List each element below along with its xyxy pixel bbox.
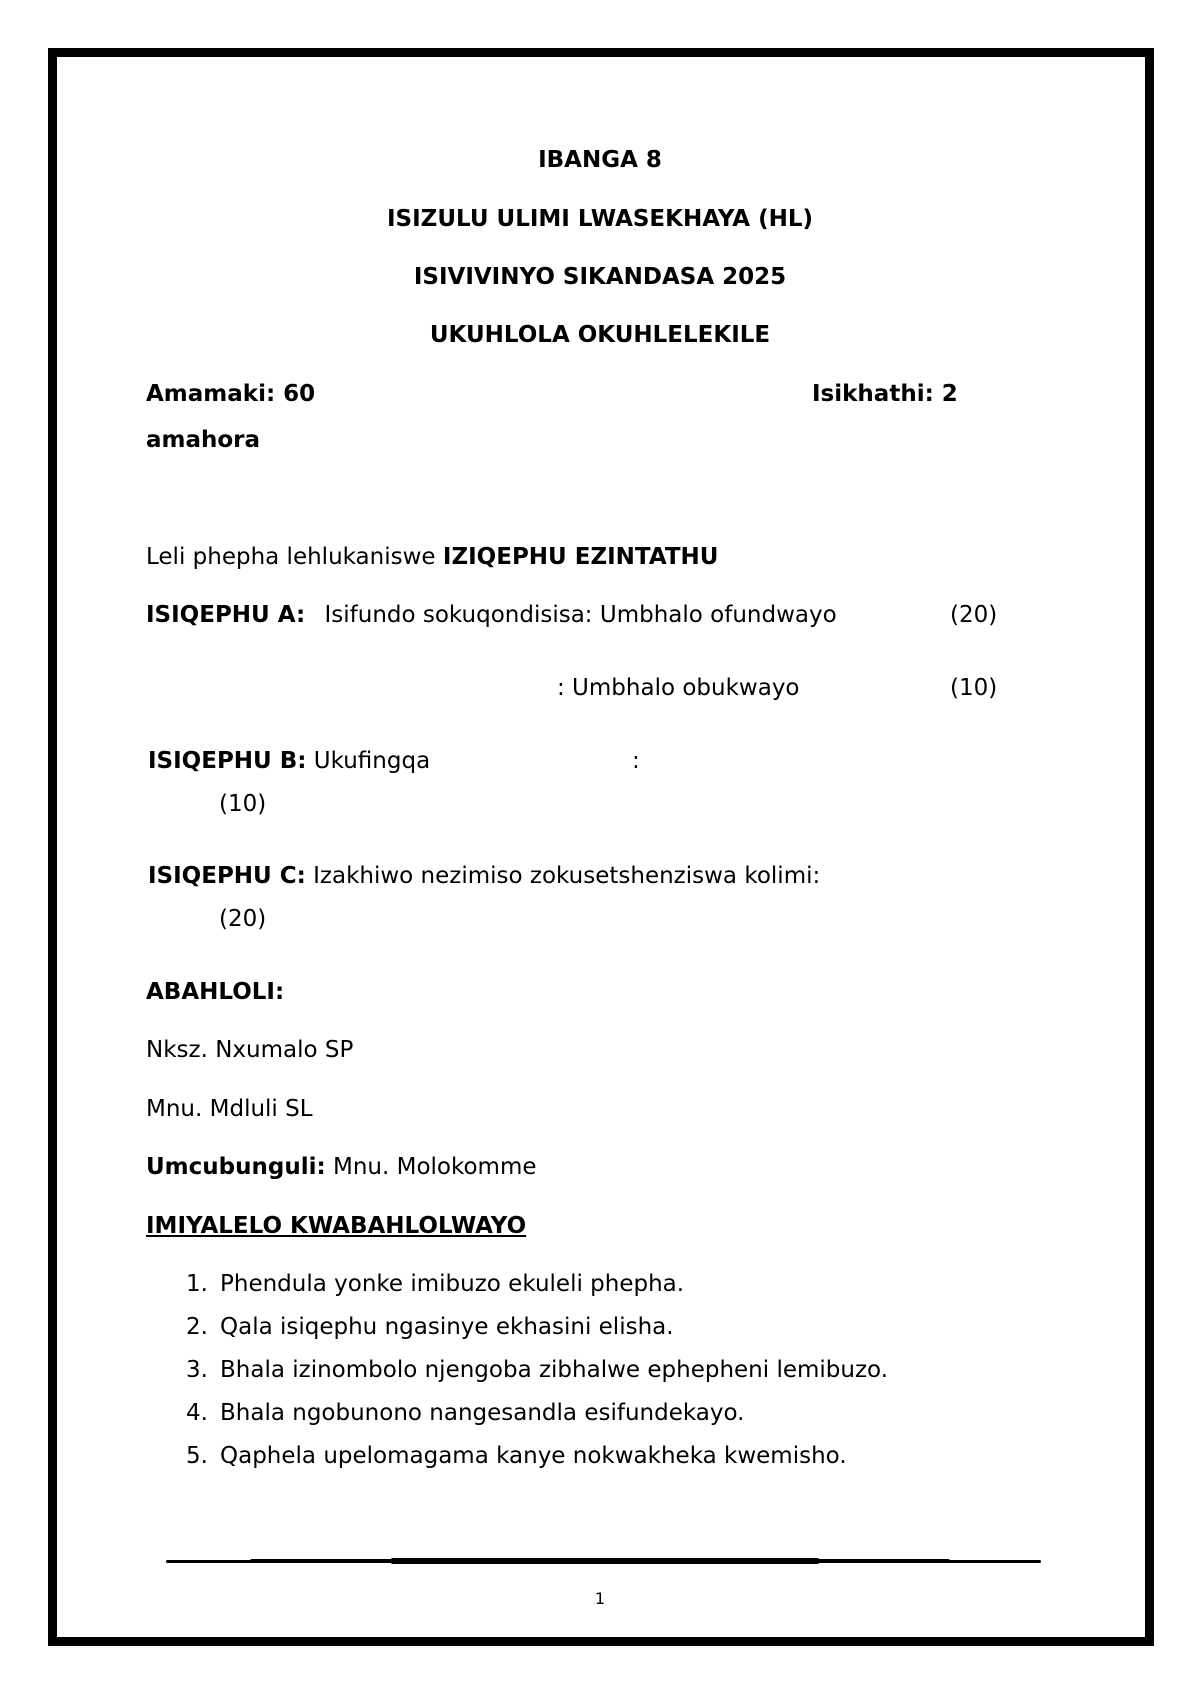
page-number: 1 — [594, 1589, 606, 1608]
section-a-label: ISIQEPHU A: — [146, 602, 306, 628]
examiner-name-2: Mnu. Mdluli SL — [146, 1096, 313, 1122]
instruction-number: 4. — [186, 1400, 208, 1426]
time-label-continued: amahora — [146, 427, 261, 453]
moderator-row — [146, 1153, 537, 1181]
section-b-colon: : — [632, 748, 640, 774]
section-b-label: ISIQEPHU B: — [148, 748, 307, 774]
section-c-marks: (20) — [219, 906, 267, 932]
instruction-text: Qaphela upelomagama kanye nokwakheka kwemisho. — [220, 1443, 847, 1469]
intro-text: Leli phepha lehlukaniswe — [146, 544, 443, 570]
section-c-label: ISIQEPHU C: — [148, 863, 306, 889]
examiner-name-1: Nksz. Nxumalo SP — [146, 1037, 354, 1063]
section-a-marks: (20) — [950, 602, 998, 628]
section-b-desc: Ukufingqa — [313, 748, 431, 774]
section-a-marks-2: (10) — [950, 675, 998, 701]
test-type-heading: UKUHLOLA OKUHLELEKILE — [429, 322, 771, 348]
instruction-number: 2. — [186, 1314, 208, 1340]
section-a-row — [146, 601, 837, 629]
instruction-item — [172, 1399, 744, 1427]
section-c-desc: Izakhiwo nezimiso zokusetshenziswa kolimi: — [313, 863, 821, 889]
instruction-item — [172, 1270, 684, 1298]
footer-rule-center — [390, 1558, 820, 1564]
instruction-text: Bhala ngobunono nangesandla esifundekayo. — [220, 1400, 745, 1426]
section-a-desc: Isifundo sokuqondisisa: Umbhalo ofundwayo — [324, 602, 837, 628]
moderator-label: Umcubunguli: — [146, 1154, 326, 1180]
instruction-number: 1. — [186, 1271, 208, 1297]
intro-line — [146, 543, 718, 571]
instruction-item — [172, 1356, 888, 1384]
section-a-desc-2: : Umbhalo obukwayo — [557, 675, 800, 701]
section-c-row — [148, 862, 820, 890]
instruction-item — [172, 1313, 674, 1341]
intro-bold: IZIQEPHU EZINTATHU — [442, 544, 719, 570]
instruction-text: Bhala izinombolo njengoba zibhalwe ephepheni lemibuzo. — [220, 1357, 889, 1383]
instruction-item — [172, 1442, 847, 1470]
time-label: Isikhathi: 2 — [812, 381, 958, 407]
exam-heading: ISIVIVINYO SIKANDASA 2025 — [413, 264, 787, 290]
section-b-row — [148, 747, 430, 775]
examiners-heading: ABAHLOLI: — [146, 979, 285, 1005]
instructions-heading: IMIYALELO KWABAHLOLWAYO — [146, 1213, 527, 1239]
moderator-name: Mnu. Molokomme — [332, 1154, 537, 1180]
section-b-marks: (10) — [219, 791, 267, 817]
marks-label: Amamaki: 60 — [146, 381, 316, 407]
instruction-text: Phendula yonke imibuzo ekuleli phepha. — [220, 1271, 685, 1297]
instruction-number: 5. — [186, 1443, 208, 1469]
instruction-text: Qala isiqephu ngasinye ekhasini elisha. — [220, 1314, 674, 1340]
instruction-number: 3. — [186, 1357, 208, 1383]
subject-heading: ISIZULU ULIMI LWASEKHAYA (HL) — [386, 206, 814, 232]
grade-heading: IBANGA 8 — [538, 147, 662, 173]
